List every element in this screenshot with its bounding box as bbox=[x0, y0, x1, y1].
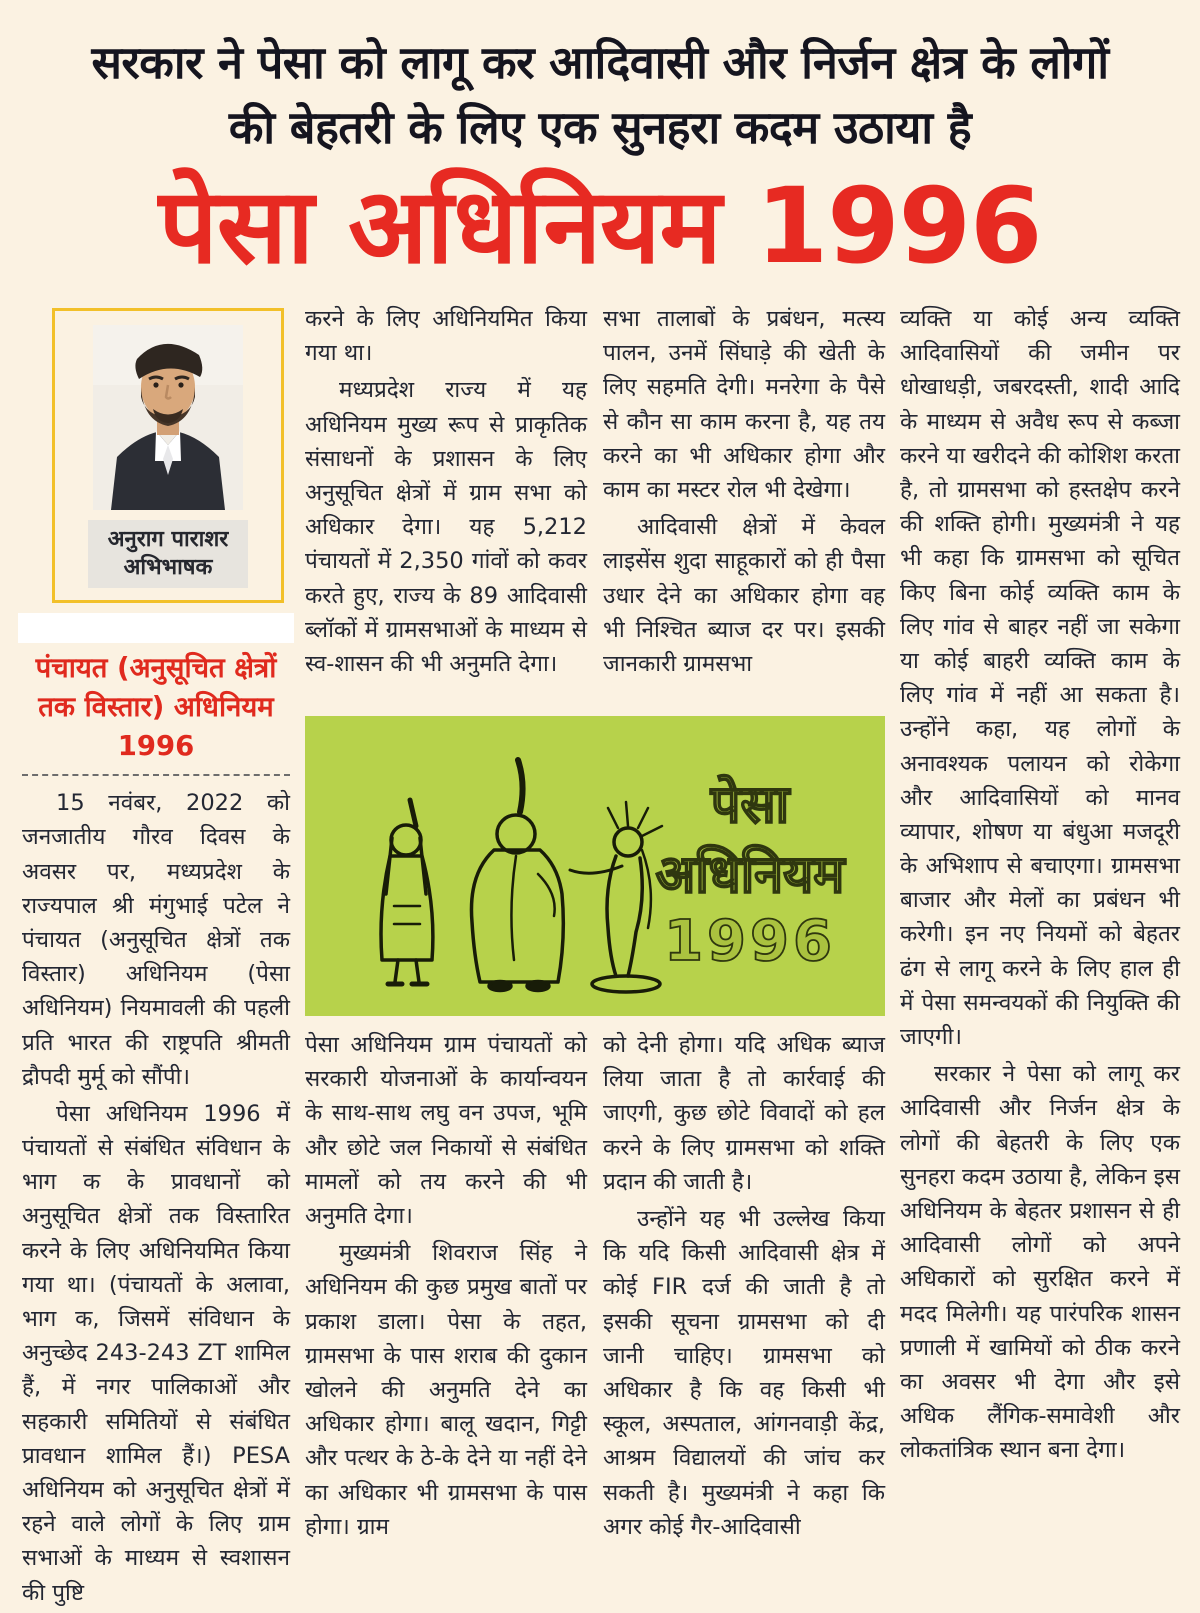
column-4 bbox=[900, 302, 1180, 1470]
article-body bbox=[0, 302, 1200, 1613]
headline-kicker bbox=[0, 0, 1200, 161]
kicker-line-1: सरकार ने पेसा को लागू कर आदिवासी और निर्जन क्षेत्र के लोगों bbox=[91, 36, 1109, 89]
article-paragraph: मुख्यमंत्री शिवराज सिंह ने अधिनियम की कुछ प्रमुख बातों पर प्रकाश डाला। पेसा के तहत, ग्रामसभा के पास शराब की दुकान खोलने की अनुमति देने का अधिकार होगा। बालू खदान, गिट्टी और पत्थर के ठे-के देने या नहीं देने का अधिकार भी ग्रामसभा के पास होगा। ग्राम bbox=[305, 1240, 587, 1540]
article-paragraph: व्यक्ति या कोई अन्य व्यक्ति आदिवासियों की जमीन पर धोखाधड़ी, जबरदस्ती, शादी आदि के माध्यम से अवैध रूप से कब्जा करने या खरीदने की कोशिश करता है, तो ग्रामसभा को हस्तक्षेप करने की शक्ति होगी। मुख्यमंत्री ने यह भी कहा कि ग्रामसभा को सूचित किए बिना कोई व्यक्ति काम के लिए गांव से बाहर नहीं जा सकेगा या कोई बाहरी व्यक्ति काम के लिए गांव में नहीं आ सकता है। उन्होंने कहा, यह लोगों के अनावश्यक पलायन को रोकेगा और आदिवासियों को मानव व्यापार, शोषण या बंधुआ मजदूरी के अभिशाप से बचाएगा। ग्रामसभा बाजार और मेलों का प्रबंधन भी करेगी। इन नए नियमों को बेहतर ढंग से लागू करने के लिए हाल ही में पेसा समन्वयकों की नियुक्ति की जाएगी। bbox=[900, 306, 1180, 1051]
column-3-bottom bbox=[603, 1028, 885, 1547]
author-caption bbox=[88, 520, 248, 588]
article-paragraph: पेसा अधिनियम ग्राम पंचायतों को सरकारी योजनाओं के कार्यान्वयन के साथ-साथ लघु वन उपज, भूमि और छोटे जल निकायों से संबंधित मामलों को तय करने की भी अनुमति देगा। bbox=[305, 1032, 587, 1230]
column-3-top bbox=[603, 302, 885, 706]
article-paragraph: सभा तालाबों के प्रबंधन, मत्स्य पालन, उनमें सिंघाड़े की खेती के लिए सहमति देगी। मनरेगा के पैसे से कौन सा काम करना है, यह तय करने का भी अधिकार होगा और काम का मस्टर रोल भी देखेगा। bbox=[603, 306, 885, 504]
article-paragraph: मध्यप्रदेश राज्य में यह अधिनियम मुख्य रूप से प्राकृतिक संसाधनों के प्रशासन के लिए अनुसूचित क्षेत्रों में ग्राम सभा को अधिकार देगा। यह 5,212 पंचायतों में 2,350 गांवों को कवर करते हुए, राज्य के 89 आदिवासी ब्लॉकों में ग्रामसभाओं के माध्यम से स्व-शासन की भी अनुमति देगा। bbox=[305, 377, 587, 677]
column-1 bbox=[22, 302, 290, 1613]
dashed-divider bbox=[22, 774, 290, 776]
author-name: अनुराग पाराशर bbox=[107, 527, 229, 553]
article-paragraph: पेसा अधिनियम 1996 में पंचायतों से संबंधित संविधान के भाग क के प्रावधानों को अनुसूचित क्षेत्रों तक विस्तारित करने के लिए अधिनियमित किया गया था। (पंचायतों के अलावा, भाग क, जिसमें संविधान के अनुच्छेद 243-243 ZT शामिल हैं, में नगर पालिकाओं और सहकारी समितियों से संबंधित प्रावधान शामिल हैं।) PESA अधिनियम को अनुसूचित क्षेत्रों में रहने वाले लोगों के लिए ग्राम सभाओं के माध्यम से स्वशासन की पुष्टि bbox=[22, 1100, 290, 1606]
article-paragraph: करने के लिए अधिनियमित किया गया था। bbox=[305, 306, 587, 367]
middle-columns bbox=[305, 302, 885, 1547]
middle-top-row bbox=[305, 302, 885, 706]
article-paragraph: आदिवासी क्षेत्रों में केवल लाइसेंस शुदा साहूकारों को ही पैसा उधार देने का अधिकार होगा वह भी निश्चित ब्याज दर पर। इसकी जानकारी ग्रामसभा bbox=[603, 514, 885, 677]
pesa-banner-image bbox=[305, 716, 885, 1016]
banner-title-line2: अधिनियम bbox=[655, 845, 845, 906]
banner-title-line3: 1996 bbox=[664, 909, 836, 975]
article-paragraph: सरकार ने पेसा को लागू कर आदिवासी और निर्जन क्षेत्र के लोगों की बेहतरी के लिए एक सुनहरा कदम उठाया है, लेकिन इस अधिनियम के बेहतर प्रशासन से ही आदिवासी लोगों को अपने अधिकारों को सुरक्षित करने में मदद मिलेगी। यह पारंपरिक शासन प्रणाली में खामियों को ठीक करने का अवसर भी देगा और इसे अधिक लैंगिक-समावेशी और लोकतांत्रिक स्थान बना देगा। bbox=[900, 1061, 1180, 1464]
column-2-top bbox=[305, 302, 587, 706]
page-title: पेसा अधिनियम 1996 bbox=[158, 164, 1042, 287]
article-paragraph: 15 नवंबर, 2022 को जनजातीय गौरव दिवस के अवसर पर, मध्यप्रदेश के राज्यपाल श्री मंगुभाई पटेल ने पंचायत (अनुसूचित क्षेत्रों तक विस्तार) अधिनियम (पेसा अधिनियम) नियमावली की पहली प्रति भारत की राष्ट्रपति श्रीमती द्रौपदी मुर्मू को सौंपी। bbox=[22, 790, 290, 1090]
section-subhead: पंचायत (अनुसूचित क्षेत्रों तक विस्तार) अधिनियम 1996 bbox=[35, 652, 277, 763]
blank-strip bbox=[18, 613, 294, 643]
author-portrait-illustration bbox=[93, 325, 243, 510]
column-2-bottom bbox=[305, 1028, 587, 1547]
kicker-line-2: की बेहतरी के लिए एक सुनहरा कदम उठाया है bbox=[228, 101, 972, 155]
article-paragraph: को देनी होगा। यदि अधिक ब्याज लिया जाता है तो कार्रवाई की जाएगी, कुछ छोटे विवादों को हल करने के लिए ग्रामसभा को शक्ति प्रदान की जाती है। bbox=[603, 1032, 885, 1195]
article-paragraph: उन्होंने यह भी उल्लेख किया कि यदि किसी आदिवासी क्षेत्र में कोई FIR दर्ज की जाती है तो इसकी सूचना ग्रामसभा को दी जानी चाहिए। ग्रामसभा को अधिकार है कि वह किसी भी स्कूल, अस्पताल, आंगनवाड़ी केंद्र, आश्रम विद्यालयों की जांच कर सकती है। मुख्यमंत्री ने कहा कि अगर कोई गैर-आदिवासी bbox=[603, 1206, 885, 1540]
author-photo-card bbox=[52, 308, 284, 603]
banner-title-line1: पेसा bbox=[710, 775, 790, 836]
author-photo bbox=[93, 325, 243, 510]
author-role: अभिभाषक bbox=[123, 554, 213, 580]
middle-bottom-row bbox=[305, 1028, 885, 1547]
